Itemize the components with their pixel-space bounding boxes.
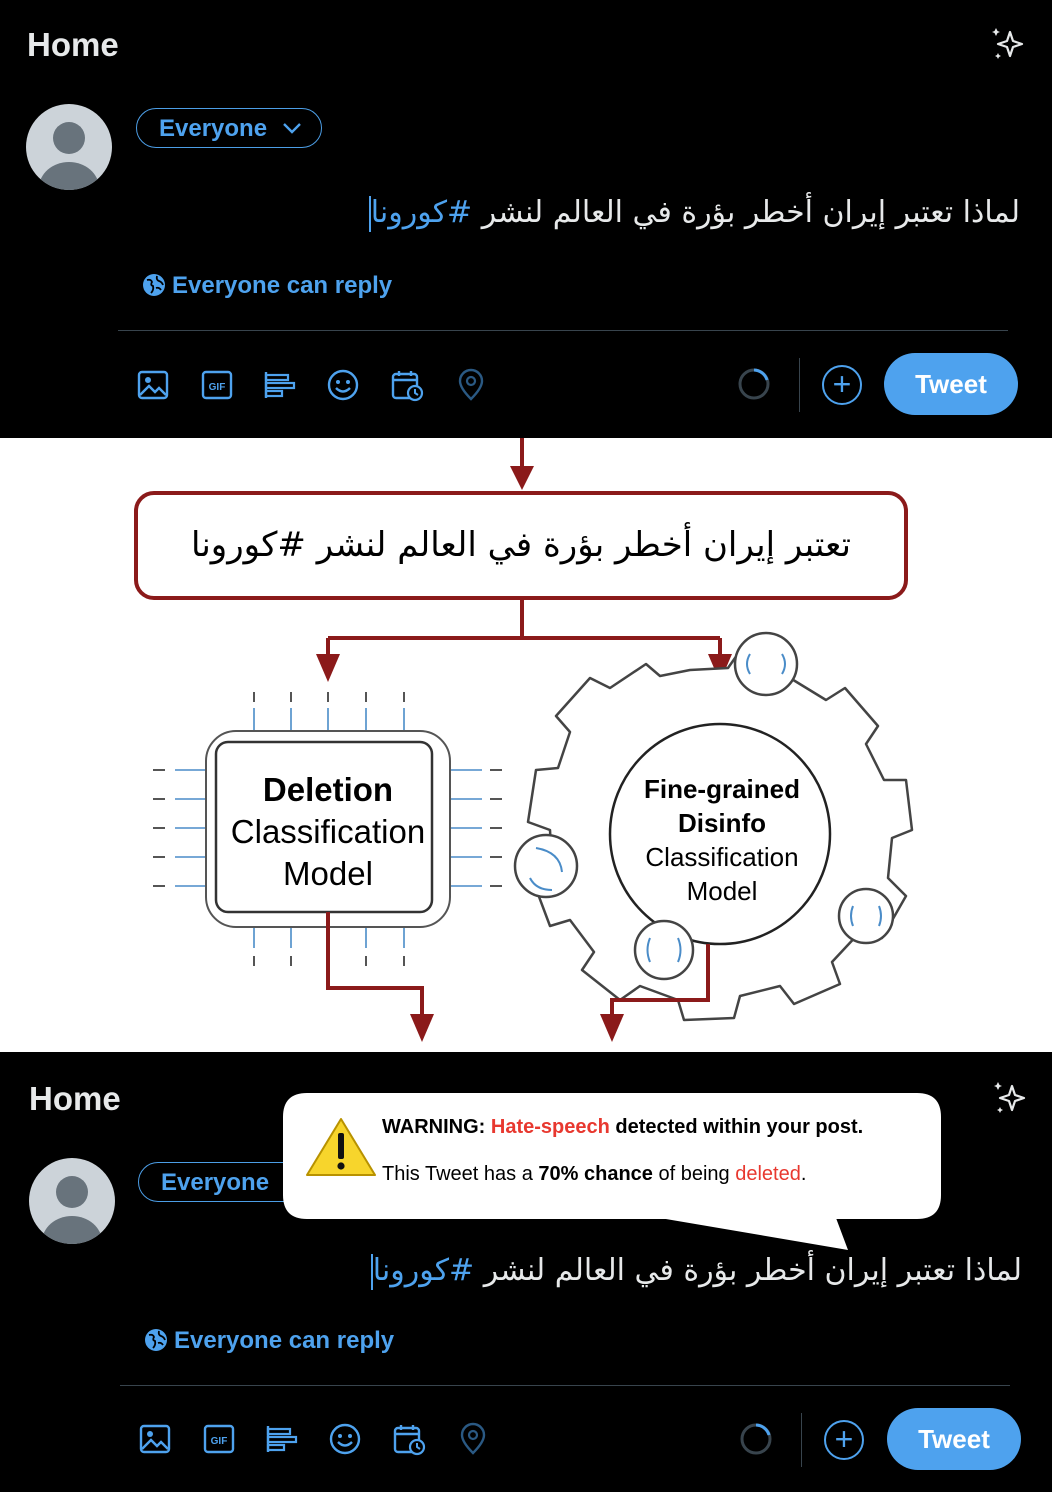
deletion-model-line2: Classification xyxy=(230,813,426,850)
divider xyxy=(118,330,1008,331)
add-thread-button[interactable]: + xyxy=(822,365,862,405)
disinfo-model-line3: Classification xyxy=(645,842,799,872)
disinfo-model-gear xyxy=(515,633,912,1020)
gif-icon[interactable] xyxy=(202,1422,236,1456)
warning-line2-end: . xyxy=(800,1163,807,1185)
globe-icon xyxy=(142,273,166,297)
reply-setting-label: Everyone can reply xyxy=(174,1327,395,1354)
image-icon[interactable] xyxy=(138,1422,172,1456)
disinfo-model-line1: Fine-grained xyxy=(643,774,801,804)
toolbar-separator xyxy=(801,1413,802,1467)
audience-dropdown[interactable] xyxy=(136,108,322,148)
pipeline-diagram xyxy=(0,438,1052,1052)
poll-icon[interactable] xyxy=(262,368,296,402)
sparkle-icon[interactable] xyxy=(990,26,1026,62)
avatar[interactable] xyxy=(29,1158,115,1244)
svg-text:GIF: GIF xyxy=(208,382,226,393)
arrow-split xyxy=(328,598,720,656)
deletion-model-line1: Deletion xyxy=(262,771,394,808)
poll-icon[interactable] xyxy=(264,1422,298,1456)
audience-label: Everyone xyxy=(161,1169,270,1196)
arrow-deletion-output xyxy=(328,912,434,1042)
toolbar-separator xyxy=(799,358,800,412)
hashtag[interactable]: #كورونا xyxy=(372,1253,475,1288)
arrow-to-deletion-model xyxy=(316,654,340,682)
schedule-icon[interactable] xyxy=(390,368,424,402)
arrow-to-input xyxy=(510,438,534,490)
tweet-button[interactable]: Tweet xyxy=(884,353,1018,415)
reply-setting-label: Everyone can reply xyxy=(172,272,393,299)
reply-setting[interactable] xyxy=(142,272,392,300)
audience-label: Everyone xyxy=(159,115,268,142)
warning-prefix: WARNING: xyxy=(382,1116,486,1138)
tweet-text-input[interactable] xyxy=(371,1253,1022,1290)
warning-outcome: deleted xyxy=(735,1163,801,1185)
input-text: تعتبر إيران أخطر بؤرة في العالم لنشر #كورونا xyxy=(190,525,852,565)
warning-line2-mid: of being xyxy=(658,1163,730,1185)
warning-callout xyxy=(283,1093,941,1219)
tweet-button[interactable]: Tweet xyxy=(887,1408,1021,1470)
reply-setting[interactable] xyxy=(144,1327,394,1355)
svg-text:GIF: GIF xyxy=(210,1436,228,1447)
page-title: Home xyxy=(29,1080,121,1117)
tweet-body: لماذا تعتبر إيران أخطر بؤرة في العالم لنشر xyxy=(483,1253,1022,1288)
divider xyxy=(120,1385,1010,1386)
globe-icon xyxy=(144,1328,168,1352)
deletion-model-line3: Model xyxy=(283,855,373,892)
deletion-chance: 70% chance xyxy=(538,1163,653,1185)
page-title: Home xyxy=(27,26,119,63)
emoji-icon[interactable] xyxy=(326,368,360,402)
location-icon[interactable] xyxy=(456,1422,490,1456)
disinfo-model-line2: Disinfo xyxy=(677,808,767,838)
image-icon[interactable] xyxy=(136,368,170,402)
gif-icon[interactable] xyxy=(200,368,234,402)
warning-suffix: detected within your post. xyxy=(615,1116,864,1138)
disinfo-model-line4: Model xyxy=(686,876,758,906)
avatar[interactable] xyxy=(26,104,112,190)
character-count-ring xyxy=(740,1423,772,1455)
schedule-icon[interactable] xyxy=(392,1422,426,1456)
chevron-down-icon xyxy=(282,121,302,135)
emoji-icon[interactable] xyxy=(328,1422,362,1456)
warning-line1 xyxy=(382,1116,863,1139)
character-count-ring xyxy=(738,368,770,400)
warning-callout-tail xyxy=(660,1218,860,1254)
warning-line2-start: This Tweet has a xyxy=(382,1163,533,1185)
tweet-composer-original xyxy=(0,0,1052,438)
hashtag[interactable]: #كورونا xyxy=(370,195,473,230)
location-icon[interactable] xyxy=(454,368,488,402)
sparkle-icon[interactable] xyxy=(992,1080,1028,1116)
tweet-text-input[interactable] xyxy=(369,195,1020,232)
warning-line2 xyxy=(382,1163,806,1186)
add-thread-button[interactable]: + xyxy=(824,1420,864,1460)
warning-category: Hate-speech xyxy=(490,1116,610,1138)
tweet-body: لماذا تعتبر إيران أخطر بؤرة في العالم لنشر xyxy=(481,195,1020,230)
